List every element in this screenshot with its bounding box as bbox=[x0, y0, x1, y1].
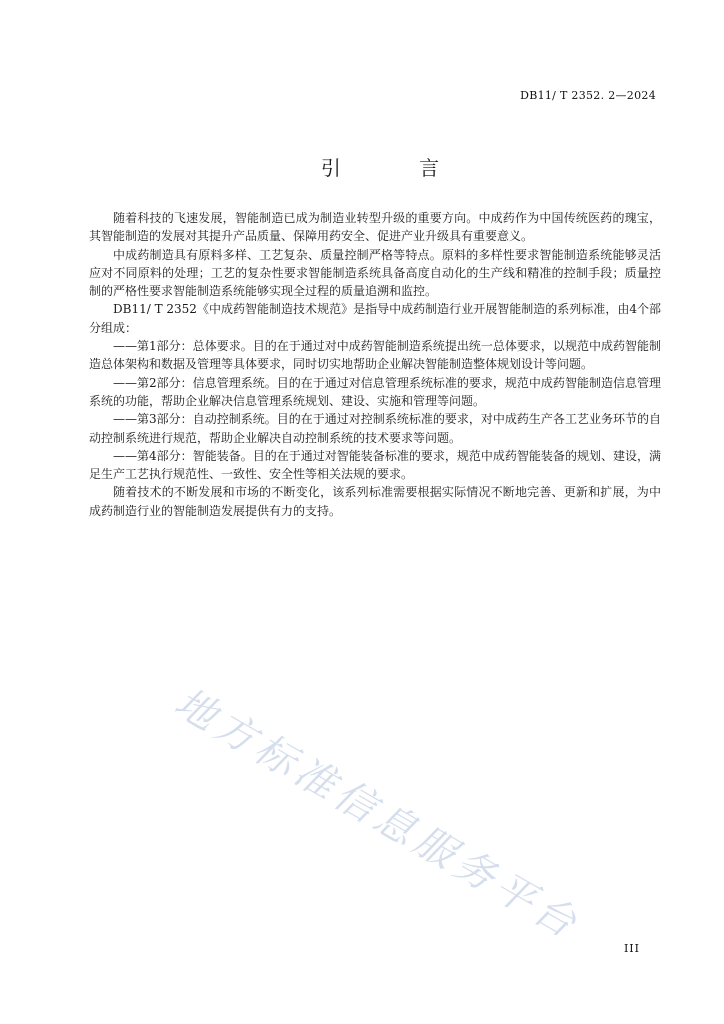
paragraph-intro: 随着科技的飞速发展，智能制造已成为制造业转型升级的重要方向。中成药作为中国传统医药的瑰宝，其智能制造的发展对其提升产品质量、保障用药安全、促进产业升级具有重要意义。 bbox=[89, 211, 661, 244]
document-body bbox=[89, 209, 661, 520]
page-title: 引 言 bbox=[320, 156, 476, 180]
paragraph-series-overview: DB11/ T 2352《中成药智能制造技术规范》是指导中成药制造行业开展智能制造的系列标准，由4个部分组成： bbox=[89, 302, 661, 335]
paragraph-part-3: ——第3部分：自动控制系统。目的在于通过对控制系统标准的要求，对中成药生产各工艺业务环节的自动控制系统进行规范，帮助企业解决自动控制系统的技术要求等问题。 bbox=[89, 412, 661, 445]
paragraph-part-4: ——第4部分：智能装备。目的在于通过对智能装备标准的要求，规范中成药智能装备的规划、建设，满足生产工艺执行规范性、一致性、安全性等相关法规的要求。 bbox=[89, 448, 661, 482]
page-number: III bbox=[623, 942, 640, 955]
paragraph-part-2: ——第2部分：信息管理系统。目的在于通过对信息管理系统标准的要求，规范中成药智能制造信息管理系统的功能，帮助企业解决信息管理系统规划、建设、实施和管理等问题。 bbox=[89, 375, 661, 408]
watermark: 地方标准信息服务平台 bbox=[166, 679, 589, 950]
paragraph-characteristics: 中成药制造具有原料多样、工艺复杂、质量控制严格等特点。原料的多样性要求智能制造系统能够灵活应对不同原料的处理；工艺的复杂性要求智能制造系统具备高度自动化的生产线和精准的控制手段；质量控制的严格性要求智能制造系统能够实现全过程的质量追溯和监控。 bbox=[89, 247, 661, 299]
paragraph-conclusion: 随着技术的不断发展和市场的不断变化，该系列标准需要根据实际情况不断地完善、更新和扩展，为中成药制造行业的智能制造发展提供有力的支持。 bbox=[89, 485, 661, 518]
document-code: DB11/ T 2352. 2—2024 bbox=[520, 89, 656, 102]
paragraph-part-1: ——第1部分：总体要求。目的在于通过对中成药智能制造系统提出统一总体要求，以规范中成药智能制造总体架构和数据及管理等具体要求，同时切实地帮助企业解决智能制造整体规划设计等问题。 bbox=[89, 339, 661, 372]
